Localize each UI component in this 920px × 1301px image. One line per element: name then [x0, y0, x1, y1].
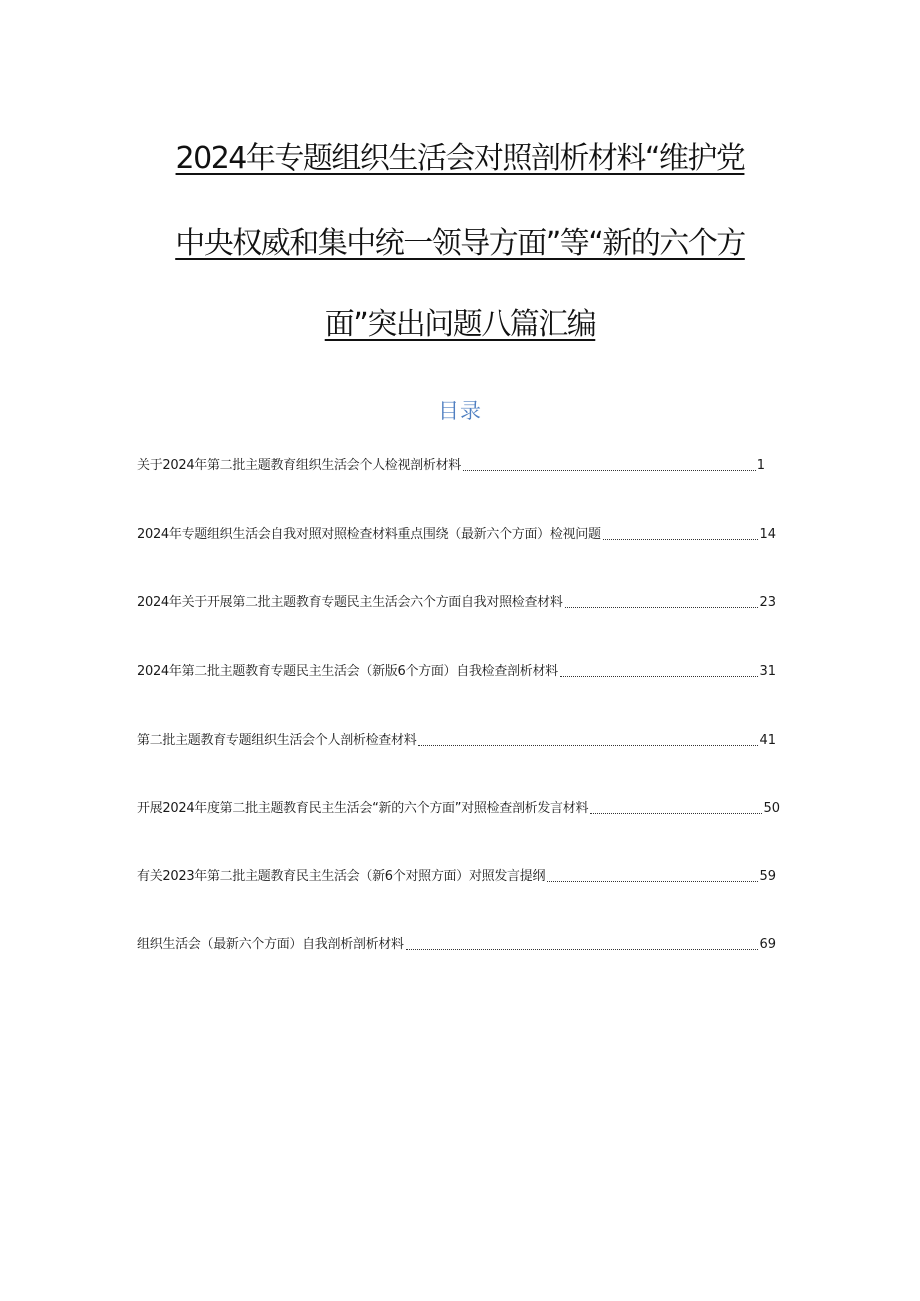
toc-dot-leader: [418, 744, 758, 746]
title-line-3: [0, 305, 920, 345]
toc-entry-title: 第二批主题教育专题组织生活会个人剖析检查材料: [137, 733, 417, 748]
toc-page-number: 50: [763, 801, 780, 816]
toc-entry[interactable]: [137, 933, 776, 955]
toc-entry-title: 开展2024年度第二批主题教育民主生活会“新的六个方面”对照检查剖析发言材料: [137, 801, 589, 816]
toc-dot-leader: [406, 948, 759, 950]
toc-entry[interactable]: [137, 729, 776, 751]
title-line-2: [0, 224, 920, 264]
toc-entry[interactable]: [137, 454, 765, 476]
toc-entry-title: 2024年关于开展第二批主题教育专题民主生活会六个方面自我对照检查材料: [137, 595, 563, 610]
toc-page-number: 41: [759, 733, 776, 748]
toc-entry[interactable]: [137, 797, 780, 819]
title-line-1-text: 2024年专题组织生活会对照剖析材料“维护党: [175, 141, 745, 176]
toc-entry[interactable]: [137, 591, 776, 613]
toc-entry-title: 关于2024年第二批主题教育组织生活会个人检视剖析材料: [137, 458, 461, 473]
toc-entry-title: 有关2023年第二批主题教育民主生活会（新6个对照方面）对照发言提纲: [137, 869, 546, 884]
title-line-1: [0, 139, 920, 179]
toc-page-number: 31: [759, 664, 776, 679]
toc-entry[interactable]: [137, 865, 776, 887]
toc-dot-leader: [590, 812, 762, 814]
toc-heading: 目录: [438, 399, 482, 423]
toc-entry[interactable]: [137, 523, 776, 545]
title-line-2-text: 中央权威和集中统一领导方面”等“新的六个方: [175, 226, 745, 261]
toc-dot-leader: [463, 469, 756, 471]
toc-entry-title: 2024年第二批主题教育专题民主生活会（新版6个方面）自我检查剖析材料: [137, 664, 558, 679]
toc-page-number: 23: [759, 595, 776, 610]
title-line-3-text: 面”突出问题八篇汇编: [324, 307, 596, 342]
toc-dot-leader: [603, 538, 759, 540]
toc-page-number: 69: [759, 937, 776, 952]
toc-dot-leader: [565, 606, 759, 608]
toc-page-number: 59: [759, 869, 776, 884]
toc-page-number: 14: [759, 527, 776, 542]
toc-entry-title: 组织生活会（最新六个方面）自我剖析剖析材料: [137, 937, 404, 952]
toc-dot-leader: [560, 675, 759, 677]
toc-entry[interactable]: [137, 660, 776, 682]
toc-page-number: 1: [756, 458, 765, 473]
toc-dot-leader: [547, 880, 758, 882]
toc-entry-title: 2024年专题组织生活会自我对照对照检查材料重点围绕（最新六个方面）检视问题: [137, 527, 601, 542]
